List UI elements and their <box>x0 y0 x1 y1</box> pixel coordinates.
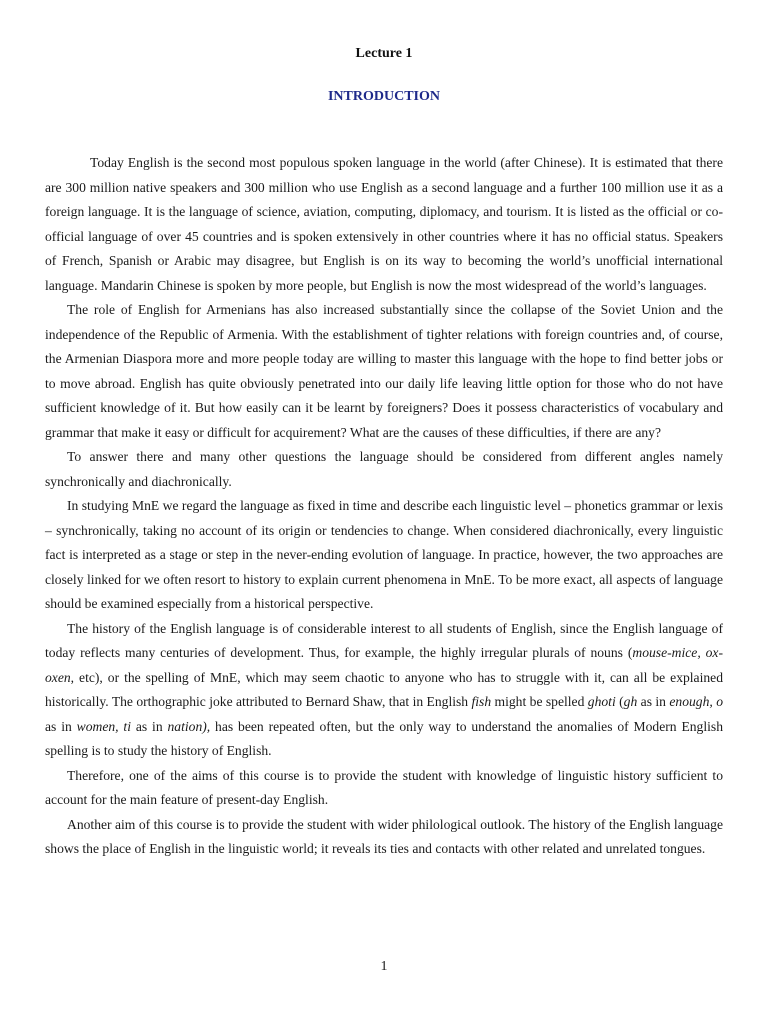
paragraph-5-text-2: , etc), or the spelling of MnE, which may seem chaotic to anyone who has to struggle with it, can all be explained historically. The orthographic joke attributed to Bernard Shaw, that in English <box>45 669 723 709</box>
paragraph-5-text-5: as in <box>637 694 670 709</box>
paragraph-5-italic-5: enough, o <box>669 694 723 709</box>
paragraph-6: Therefore, one of the aims of this course is to provide the student with knowledge of linguistic history sufficient to account for the main feature of present-day English. <box>45 767 723 807</box>
paragraph-5-italic-3: ghoti <box>587 694 616 709</box>
paragraph-5-text-1: The history of the English language is of considerable interest to all students of English, since the English language of today reflects many centuries of development. Thus, for example, the highly irregular plurals of nouns ( <box>45 620 723 660</box>
paragraph-5-italic-1: mouse-mice, ox-oxen <box>45 645 723 685</box>
paragraph-5-italic-4: gh <box>623 694 638 709</box>
paragraph-5-italic-2: fish <box>471 694 492 709</box>
paragraph-1: Today English is the second most populous spoken language in the world (after Chinese). It is estimated that there are 300 million native speakers and 300 million who use English as a second language and a further 100 million use it as a foreign language. It is the language of science, aviation, computing, diplomacy, and tourism. It is listed as the official or co-official language of over 45 countries and is spoken extensively in other countries where it has no official status. Speakers of French, Spanish or Arabic may disagree, but English is on its way to becoming the world’s unofficial international language. Mandarin Chinese is spoken by more people, but English is now the most widespread of the world’s languages. <box>45 155 723 293</box>
paragraph-3: To answer there and many other questions the language should be considered from different angles namely synchronically and diachronically. <box>45 449 723 489</box>
paragraph-5-italic-6: women, ti <box>76 718 131 734</box>
paragraph-2: The role of English for Armenians has also increased substantially since the collapse of the Soviet Union and the independence of the Republic of Armenia. With the establishment of tighter relations with foreign countries and, of course, the Armenian Diaspora more and more people today are willing to master this language with the hope to find better jobs or to move abroad. English has quite obviously penetrated into our daily life leaving little option for those who do not have sufficient knowledge of it. But how easily can it be learnt by foreigners? Does it possess characteristics of vocabulary and grammar that make it easy or difficult for acquirement? What are the causes of these difficulties, if there are any? <box>45 302 723 440</box>
paragraph-5-italic-7: nation), <box>167 718 211 734</box>
section-heading: INTRODUCTION <box>327 89 440 104</box>
paragraph-5-text-4: ( <box>615 694 624 709</box>
paragraph-5 <box>45 617 723 764</box>
page-number: 1 <box>380 959 388 974</box>
paragraph-5-text-7: as in <box>130 718 168 734</box>
body-text <box>45 151 723 862</box>
lecture-label: Lecture 1 <box>355 46 413 61</box>
paragraph-7: Another aim of this course is to provide the student with wider philological outlook. The history of the English language shows the place of English in the linguistic world; it reveals its ties and contacts with other related and unrelated tongues. <box>45 816 723 856</box>
paragraph-5-text-8: has been repeated often, but the only way to understand the anomalies of Modern English spelling is to study the history of English. <box>45 718 723 758</box>
paragraph-5-text-3: might be spelled <box>491 694 588 709</box>
paragraph-4: In studying MnE we regard the language as fixed in time and describe each linguistic level – phonetics grammar or lexis – synchronically, taking no account of its origin or tendencies to change. When considered diachronically, every linguistic fact is interpreted as a stage or step in the never-ending evolution of language. In practice, however, the two approaches are closely linked for we often resort to history to explain current phenomena in MnE. To be more exact, all aspects of language should be examined especially from a historical perspective. <box>45 498 723 611</box>
paragraph-5-text-6: as in <box>45 718 77 734</box>
